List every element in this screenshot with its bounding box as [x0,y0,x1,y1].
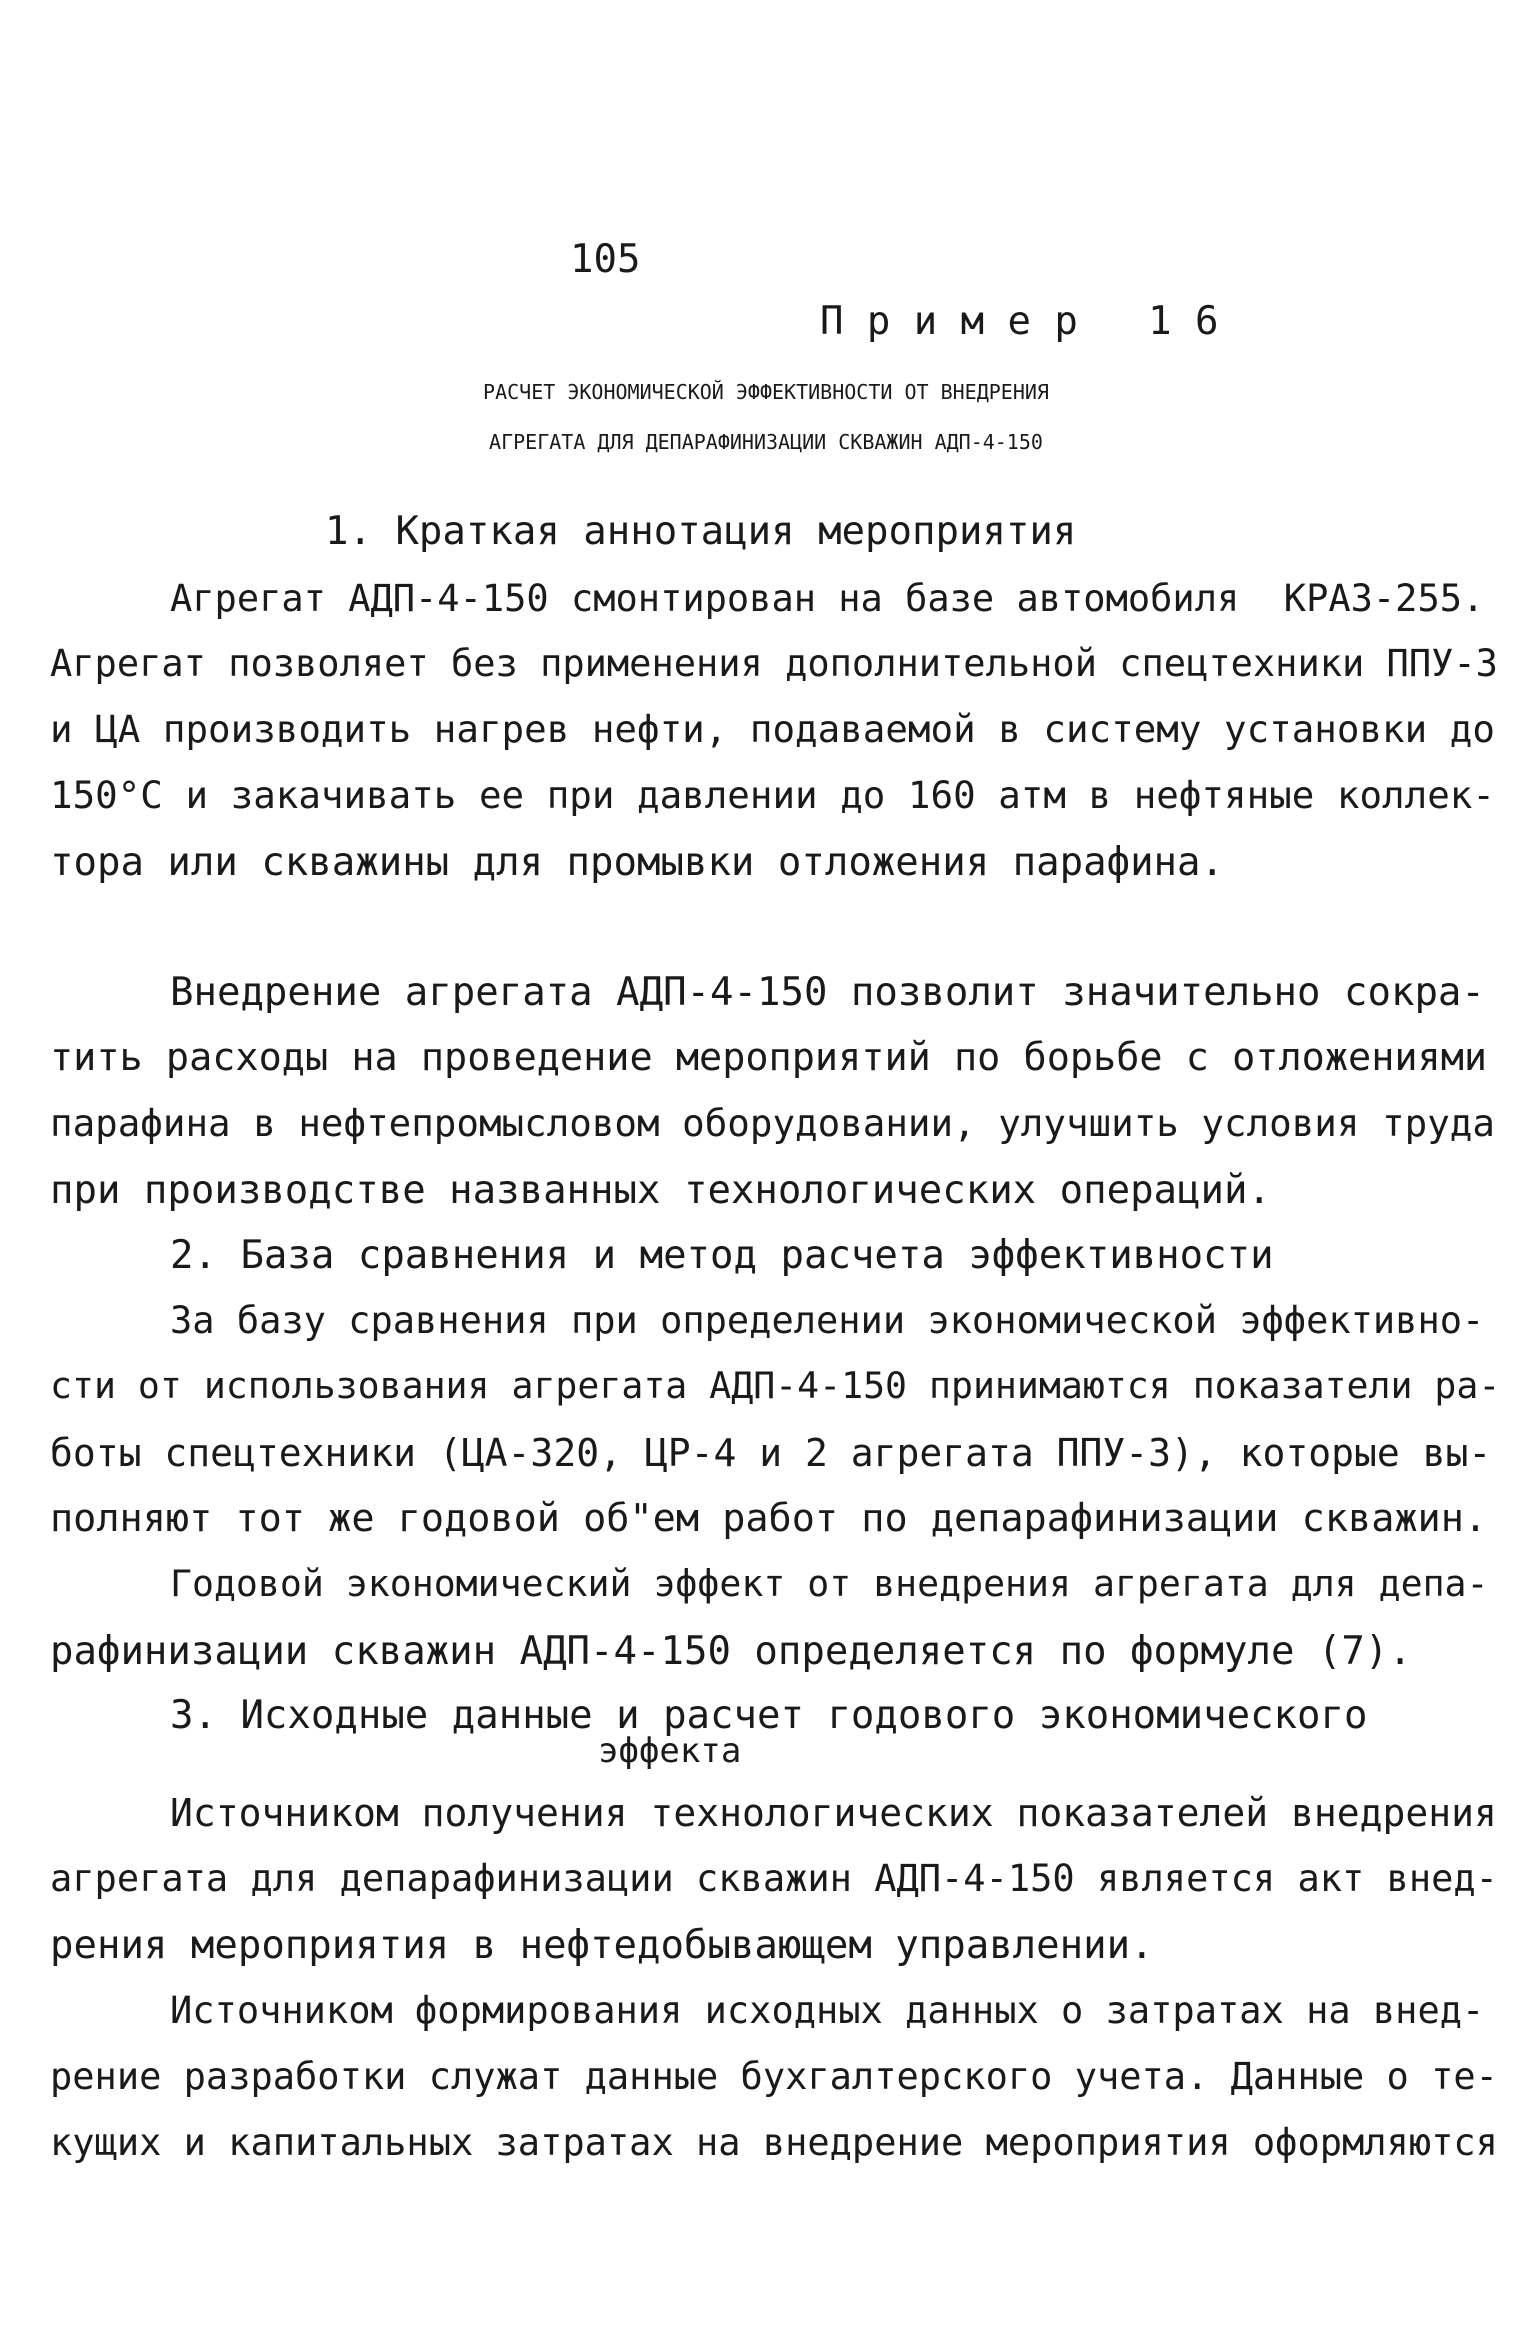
section-1-para-2-line-3: парафина в нефтепромысловом оборудовании, улучшить условия труда [50,1101,1495,1145]
section-2-para-1-line-1: За базу сравнения при определении экономической эффективно- [170,1299,1485,1342]
section-1-para-1-line-5: тора или скважины для промывки отложения парафина. [50,840,1224,885]
section-1-para-2-line-2: тить расходы на проведение мероприятий по борьбе с отложениями [50,1035,1488,1080]
section-3-para-2-line-2: рение разработки служат данные бухгалтерского учета. Данные о те- [50,2055,1498,2098]
section-1-para-2-line-4: при производстве названных технологических операций. [50,1168,1271,1213]
section-2-para-1-line-2: сти от использования агрегата АДП-4-150 принимаются показатели ра- [50,1364,1501,1407]
section-1-para-1-line-3: и ЦА производить нагрев нефти, подаваемой в систему установки до [50,707,1495,751]
section-1-para-1-line-1: Агрегат АДП-4-150 смонтирован на базе автомобиля КРАЗ-255. [170,577,1485,620]
section-3-heading-line-1: 3. Исходные данные и расчет годового экономического [170,1693,1368,1738]
section-3-para-2-line-1: Источником формирования исходных данных о затратах на внед- [170,1989,1485,2032]
section-3-para-2-line-3: кущих и капитальных затратах на внедрение мероприятия оформляются [50,2121,1498,2164]
section-2-para-1-line-3: боты спецтехники (ЦА-320, ЦР-4 и 2 агрегата ППУ-3), которые вы- [50,1431,1492,1475]
example-label: Пример 16 [820,299,1242,344]
section-2-para-2-line-2: рафинизации скважин АДП-4-150 определяется по формуле (7). [50,1629,1412,1674]
section-3-para-1-line-3: рения мероприятия в нефтедобывающем управлении. [50,1923,1154,1968]
section-3-para-1-line-2: агрегата для депарафинизации скважин АДП-4-150 является акт внед- [50,1857,1498,1900]
section-2-heading: 2. База сравнения и метод расчета эффективности [170,1233,1274,1278]
title-line-2: АГРЕГАТА ДЛЯ ДЕПАРАФИНИЗАЦИИ СКВАЖИН АДП-4-150 [489,430,1043,454]
section-2-para-1-line-4: полняют тот же годовой об"ем работ по депарафинизации скважин. [50,1496,1488,1541]
section-3-heading-line-2: эффекта [598,1731,742,1771]
section-1-para-1-line-2: Агрегат позволяет без применения дополнительной спецтехники ППУ-3 [50,642,1498,685]
section-2-para-2-line-1: Годовой экономический эффект от внедрения агрегата для депа- [170,1562,1489,1605]
page-number: 105 [570,237,641,282]
section-1-heading: 1. Краткая аннотация мероприятия [325,509,1077,554]
section-1-para-2-line-1: Внедрение агрегата АДП-4-150 позволит значительно сокра- [170,970,1485,1015]
section-1-para-1-line-4: 150°С и закачивать ее при давлении до 160 атм в нефтяные коллек- [50,773,1495,817]
title-line-1: РАСЧЕТ ЭКОНОМИЧЕСКОЙ ЭФФЕКТИВНОСТИ ОТ ВНЕДРЕНИЯ [483,380,1049,404]
section-3-para-1-line-1: Источником получения технологических показателей внедрения [170,1791,1497,1835]
